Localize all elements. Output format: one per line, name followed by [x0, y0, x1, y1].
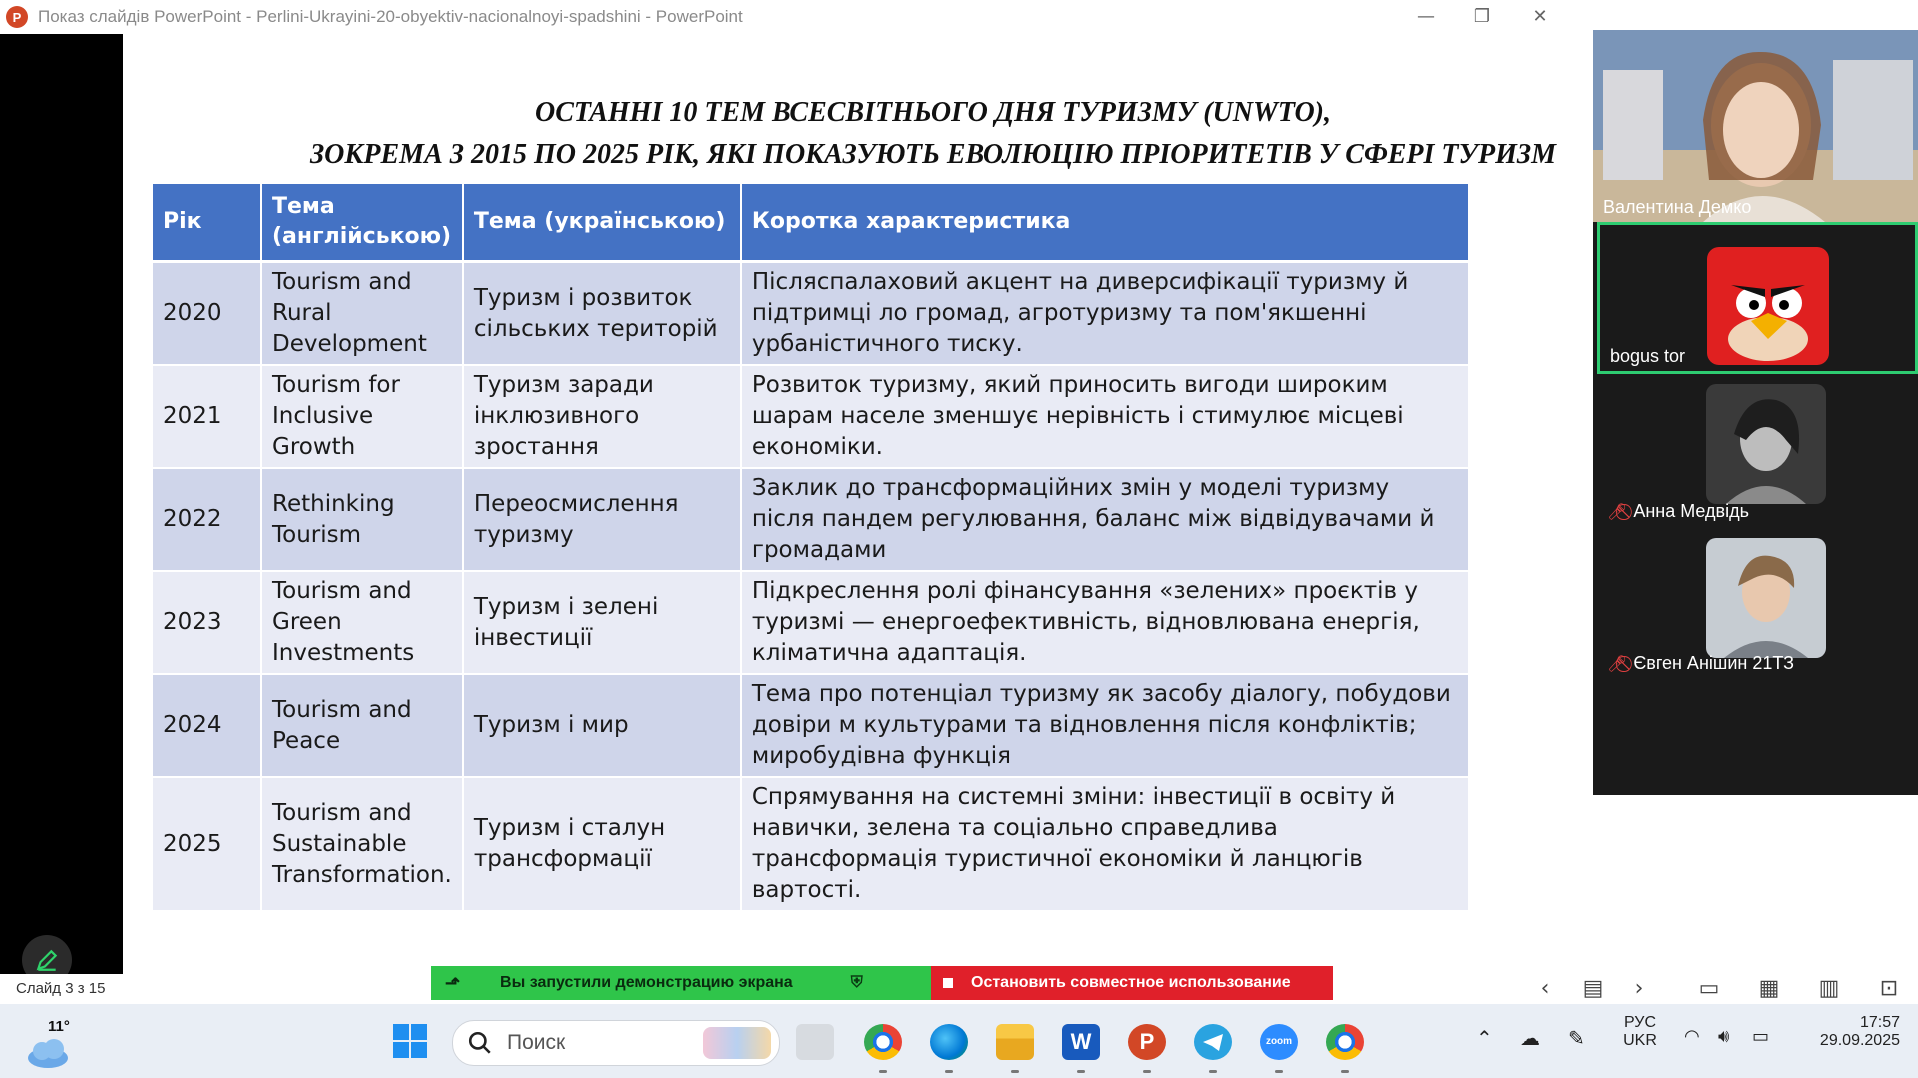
cell-description: Післяспалаховий акцент на диверсифікації туризму й підтримці ло громад, агротуризму та пом'якшенні урбаністичного тиску. — [741, 262, 1469, 366]
slide-sorter-button[interactable]: ▦ — [1758, 976, 1780, 1001]
stop-sharing-label: Остановить совместное использование — [971, 974, 1291, 991]
angry-bird-avatar — [1707, 247, 1829, 365]
cell-year: 2022 — [153, 468, 261, 571]
running-indicator — [1275, 1070, 1283, 1073]
cell-year: 2023 — [153, 571, 261, 674]
participant-tile-video[interactable] — [1593, 30, 1918, 222]
participant-name: 🎤︎⃠ Анна Медвідь — [1607, 501, 1749, 521]
header-year: Рік — [153, 184, 261, 262]
stop-square-icon — [943, 978, 953, 988]
header-description: Коротка характеристика — [741, 184, 1469, 262]
share-arrow-icon: ⬏ — [445, 972, 461, 993]
restore-button[interactable]: ❐ — [1473, 6, 1491, 27]
participant-name: 🎤︎⃠ Євген Анішин 21ТЗ — [1607, 653, 1795, 673]
task-view-icon[interactable] — [796, 1024, 834, 1060]
table-row — [153, 674, 1469, 777]
slide-counter: Слайд 3 з 15 — [16, 980, 106, 997]
running-indicator — [1077, 1070, 1085, 1073]
cell-theme-ua: Туризм і сталун трансформації — [463, 777, 741, 911]
minimize-button[interactable]: — — [1417, 6, 1435, 27]
window-title: Показ слайдів PowerPoint - Perlini-Ukrayini-20-obyektiv-nacionalnoyi-spadshini - PowerPoint — [38, 7, 743, 26]
clock-time: 17:57 — [1859, 1014, 1900, 1031]
word-icon[interactable]: W — [1062, 1024, 1100, 1060]
normal-view-button[interactable]: ▭ — [1698, 976, 1720, 1001]
cell-year: 2025 — [153, 777, 261, 911]
search-placeholder: Поиск — [507, 1031, 566, 1054]
taskbar-search[interactable] — [452, 1020, 780, 1066]
running-indicator — [1011, 1070, 1019, 1073]
slide-title-line2: ЗОКРЕМА З 2015 ПО 2025 РІК, ЯКІ ПОКАЗУЮТЬ ЕВОЛЮЦІЮ ПРІОРИТЕТІВ У СФЕРІ ТУРИЗМ — [309, 139, 1557, 170]
participant-name: Валентина Демко — [1603, 197, 1752, 217]
chrome-icon[interactable] — [864, 1024, 902, 1060]
cell-theme-en: Tourism and Green Investments — [261, 571, 463, 674]
onedrive-cloud-icon[interactable]: ☁ — [1520, 1028, 1540, 1050]
powerpoint-taskbar-icon[interactable]: P — [1128, 1024, 1166, 1060]
previous-slide-button[interactable]: ‹ — [1540, 976, 1550, 1001]
participant-avatar-photo — [1706, 384, 1826, 504]
chrome-profile-icon[interactable] — [1326, 1024, 1364, 1060]
running-indicator — [1341, 1070, 1349, 1073]
table-row — [153, 571, 1469, 674]
cloud-icon — [26, 1038, 70, 1068]
cell-description: Заклик до трансформаційних змін у моделі туризму після пандем регулювання, баланс між відвідувачами й громадами — [741, 468, 1469, 571]
sharing-status-text: Вы запустили демонстрацию экрана — [500, 974, 793, 991]
slideshow-left-margin — [0, 34, 123, 974]
running-indicator — [1143, 1070, 1151, 1073]
cell-theme-ua: Переосмислення туризму — [463, 468, 741, 571]
next-slide-button[interactable]: › — [1634, 976, 1644, 1001]
slide-title — [123, 92, 1743, 176]
running-indicator — [945, 1070, 953, 1073]
battery-icon[interactable]: ▭ — [1752, 1026, 1770, 1046]
cell-description: Спрямування на системні зміни: інвестиції в освіту й навички, зелена та соціально справедлива трансформація туристичної економіки й ланцюгів вартості. — [741, 777, 1469, 911]
shield-check-icon: ⛨ — [850, 974, 863, 991]
windows-taskbar — [0, 1004, 1918, 1078]
cell-description: Розвиток туризму, який приносить вигоди широким шарам населе зменшує нерівність і стимулює місцеві економіки. — [741, 365, 1469, 468]
volume-icon[interactable]: 🔊︎ — [1718, 1026, 1730, 1046]
language-indicator[interactable]: РУС UKR — [1623, 1014, 1657, 1049]
weather-temp: 11° — [48, 1018, 70, 1035]
participant-tile[interactable] — [1597, 526, 1918, 678]
screen-sharing-indicator — [431, 966, 931, 1000]
mic-muted-icon: 🎤︎⃠ — [1607, 655, 1628, 673]
participant-tile-active-speaker[interactable] — [1597, 222, 1918, 374]
table-row — [153, 262, 1469, 366]
stop-sharing-button[interactable] — [931, 966, 1333, 1000]
pen-icon — [34, 947, 60, 973]
participant-tile[interactable] — [1597, 374, 1918, 526]
themes-table — [153, 184, 1470, 912]
windows-logo-icon — [393, 1024, 427, 1058]
cell-year: 2024 — [153, 674, 261, 777]
pen-input-icon[interactable]: ✎ — [1568, 1028, 1585, 1050]
search-highlight-image — [703, 1027, 771, 1059]
cell-theme-en: Tourism for Inclusive Growth — [261, 365, 463, 468]
table-row — [153, 777, 1469, 911]
clock-date: 29.09.2025 — [1819, 1032, 1900, 1049]
header-theme-ua: Тема (українською) — [463, 184, 741, 262]
participant-video-feed — [1593, 30, 1918, 222]
slide-menu-button[interactable]: ▤ — [1582, 976, 1604, 1001]
cell-theme-en: Rethinking Tourism — [261, 468, 463, 571]
zoom-icon[interactable]: zoom — [1260, 1024, 1298, 1060]
telegram-icon[interactable] — [1194, 1024, 1232, 1060]
slide-title-line1: ОСТАННІ 10 ТЕМ ВСЕСВІТНЬОГО ДНЯ ТУРИЗМУ (UNWTO), — [534, 97, 1332, 128]
cell-theme-ua: Туризм і мир — [463, 674, 741, 777]
cell-description: Тема про потенціал туризму як засобу діалогу, побудови довіри м культурами та відновлення після конфліктів; миробудівна функція — [741, 674, 1469, 777]
wifi-icon[interactable]: ◠ — [1684, 1026, 1700, 1046]
slideshow-view-button[interactable]: ⊡ — [1879, 976, 1899, 1001]
cell-year: 2021 — [153, 365, 261, 468]
slide-canvas — [123, 34, 1795, 974]
running-indicator — [1209, 1070, 1217, 1073]
search-icon — [467, 1030, 493, 1056]
edge-icon[interactable] — [930, 1024, 968, 1060]
cell-theme-ua: Туризм і зелені інвестиції — [463, 571, 741, 674]
close-button[interactable]: ✕ — [1532, 6, 1548, 27]
participant-name: bogus tor — [1610, 346, 1686, 366]
weather-widget[interactable] — [26, 1018, 76, 1068]
cell-theme-en: Tourism and Sustainable Transformation. — [261, 777, 463, 911]
file-explorer-icon[interactable] — [996, 1024, 1034, 1060]
table-row — [153, 365, 1469, 468]
cell-year: 2020 — [153, 262, 261, 366]
cell-theme-en: Tourism and Rural Development — [261, 262, 463, 366]
cell-description: Підкреслення ролі фінансування «зелених» проєктів у туризмі — енергоефективність, відновлювана енергія, кліматична адаптація. — [741, 571, 1469, 674]
table-row — [153, 468, 1469, 571]
window-titlebar — [0, 0, 1918, 34]
mic-muted-icon: 🎤︎⃠ — [1607, 503, 1628, 521]
running-indicator — [879, 1070, 887, 1073]
powerpoint-icon: P — [6, 6, 28, 28]
cell-theme-en: Tourism and Peace — [261, 674, 463, 777]
cell-theme-ua: Туризм і розвиток сільських територій — [463, 262, 741, 366]
participants-panel — [1593, 30, 1918, 795]
participant-avatar-photo — [1706, 538, 1826, 658]
header-theme-en: Тема (англійською) — [261, 184, 463, 262]
cell-theme-ua: Туризм заради інклюзивного зростання — [463, 365, 741, 468]
table-header-row — [153, 184, 1469, 262]
clock[interactable] — [1800, 1014, 1900, 1050]
start-button[interactable] — [393, 1024, 427, 1058]
chevron-up-icon[interactable]: ⌃ — [1476, 1028, 1493, 1050]
reading-view-button[interactable]: ▥ — [1818, 976, 1840, 1001]
